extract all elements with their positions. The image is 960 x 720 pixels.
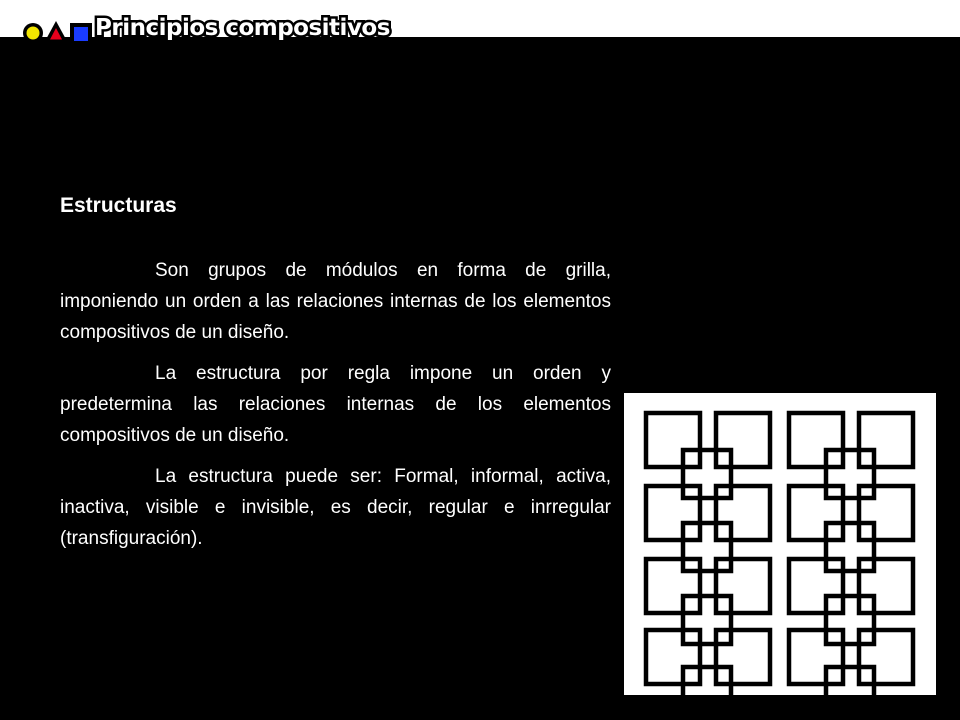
paragraph-3: La estructura puede ser: Formal, informal, activa, inactiva, visible e invisible, es decir, regular e inrregular (transfiguración). [60,466,611,549]
link-square [826,450,874,498]
module-square [789,413,843,467]
paragraph-1: Son grupos de módulos en forma de grilla, imponiendo un orden a las relaciones internas de los elementos compositivos de un diseño. [60,260,611,343]
module-square [859,630,913,684]
module-square [859,559,913,613]
module-square [716,486,770,540]
link-square [683,596,731,644]
link-square [683,523,731,571]
module-square [646,559,700,613]
module-square [646,486,700,540]
module-square [646,413,700,467]
shapes-logo-icon [20,16,96,46]
module-square [859,486,913,540]
structure-figure [624,393,936,695]
module-square [716,630,770,684]
header-title: Principios compositivos [95,15,390,41]
link-square [826,667,874,695]
module-square [789,630,843,684]
module-square [789,486,843,540]
link-square [683,667,731,695]
body-text [60,255,611,564]
link-square [826,523,874,571]
link-square [826,596,874,644]
module-square [859,413,913,467]
link-square [683,450,731,498]
module-square [789,559,843,613]
section-heading: Estructuras [60,194,177,217]
module-square [646,630,700,684]
paragraph-2: La estructura por regla impone un orden y predetermina las relaciones internas de los elementos compositivos de un diseño. [60,363,611,446]
module-square [716,559,770,613]
module-square [716,413,770,467]
interlocking-squares-pattern-icon [624,393,936,695]
